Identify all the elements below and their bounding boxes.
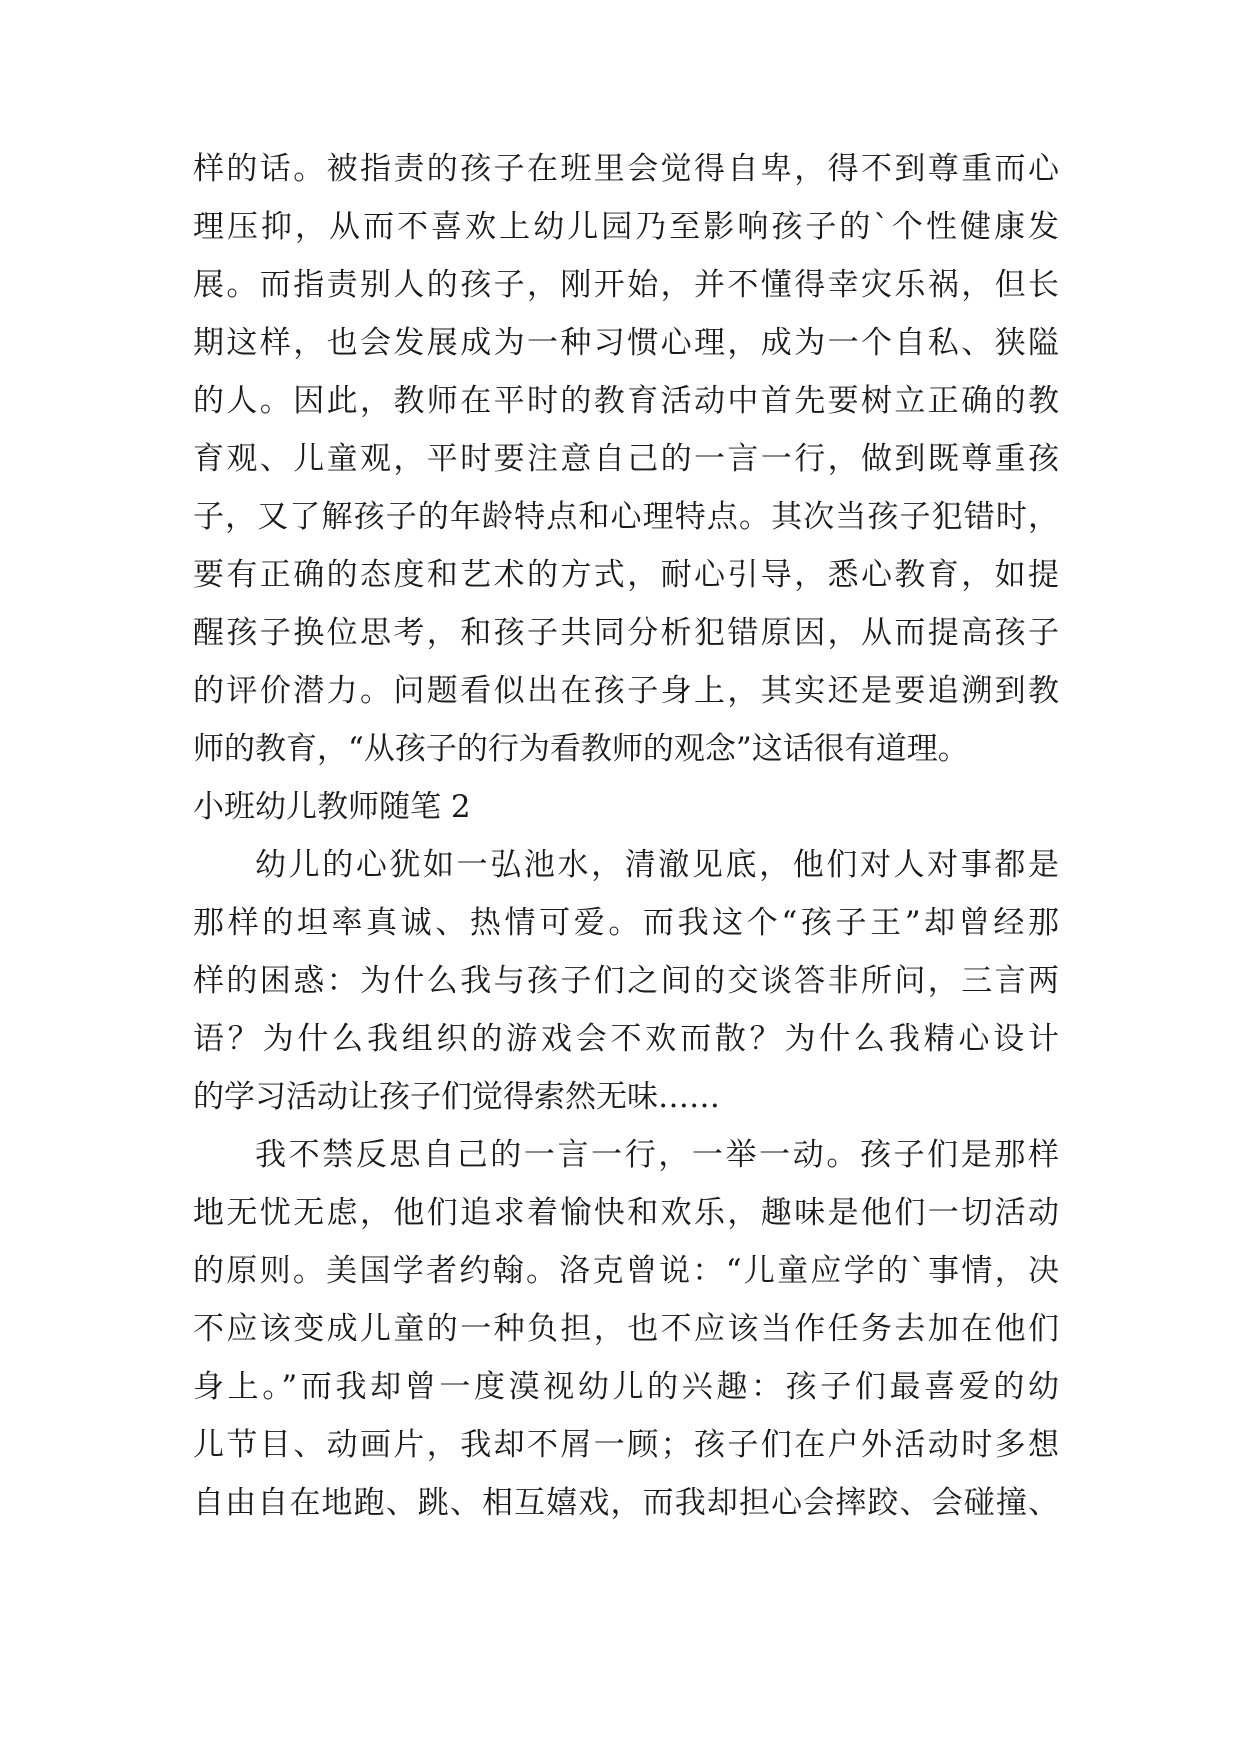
text-line: 地无忧无虑，他们追求着愉快和欢乐，趣味是他们一切活动 bbox=[193, 1195, 1059, 1231]
text-line: 身上。”而我却曾一度漠视幼儿的兴趣：孩子们最喜爱的幼 bbox=[193, 1369, 1059, 1405]
text-line: 那样的坦率真诚、热情可爱。而我这个“孩子王”却曾经那 bbox=[193, 905, 1059, 941]
text-line: 展。而指责别人的孩子，刚开始，并不懂得幸灾乐祸，但长 bbox=[193, 267, 1059, 303]
text-line: 样的话。被指责的孩子在班里会觉得自卑，得不到尊重而心 bbox=[193, 151, 1059, 187]
text-line: 理压抑，从而不喜欢上幼儿园乃至影响孩子的`个性健康发 bbox=[193, 209, 1059, 245]
text-line: 我不禁反思自己的一言一行，一举一动。孩子们是那样 bbox=[255, 1137, 1059, 1173]
text-line: 语？为什么我组织的游戏会不欢而散？为什么我精心设计 bbox=[193, 1021, 1059, 1057]
text-line: 要有正确的态度和艺术的方式，耐心引导，悉心教育，如提 bbox=[193, 557, 1059, 593]
document-body bbox=[193, 140, 1059, 1532]
text-line: 自由自在地跑、跳、相互嬉戏，而我却担心会摔跤、会碰撞、 bbox=[193, 1485, 1059, 1521]
text-line: 幼儿的心犹如一弘池水，清澈见底，他们对人对事都是 bbox=[255, 847, 1059, 883]
text-line: 育观、儿童观，平时要注意自己的一言一行，做到既尊重孩 bbox=[193, 441, 1059, 477]
text-line: 的学习活动让孩子们觉得索然无味…… bbox=[193, 1079, 720, 1115]
text-line: 师的教育，“从孩子的行为看教师的观念”这话很有道理。 bbox=[193, 731, 969, 767]
section-heading: 小班幼儿教师随笔 2 bbox=[193, 789, 471, 825]
text-line: 儿节目、动画片，我却不屑一顾；孩子们在户外活动时多想 bbox=[193, 1427, 1059, 1463]
text-line: 的评价潜力。问题看似出在孩子身上，其实还是要追溯到教 bbox=[193, 673, 1059, 709]
text-line: 的人。因此，教师在平时的教育活动中首先要树立正确的教 bbox=[193, 383, 1059, 419]
text-line: 的原则。美国学者约翰。洛克曾说：“儿童应学的`事情，决 bbox=[193, 1253, 1059, 1289]
text-line: 期这样，也会发展成为一种习惯心理，成为一个自私、狭隘 bbox=[193, 325, 1059, 361]
text-line: 不应该变成儿童的一种负担，也不应该当作任务去加在他们 bbox=[193, 1311, 1059, 1347]
text-line: 子，又了解孩子的年龄特点和心理特点。其次当孩子犯错时， bbox=[193, 499, 1059, 535]
text-line: 醒孩子换位思考，和孩子共同分析犯错原因，从而提高孩子 bbox=[193, 615, 1059, 651]
text-line: 样的困惑：为什么我与孩子们之间的交谈答非所问，三言两 bbox=[193, 963, 1059, 999]
